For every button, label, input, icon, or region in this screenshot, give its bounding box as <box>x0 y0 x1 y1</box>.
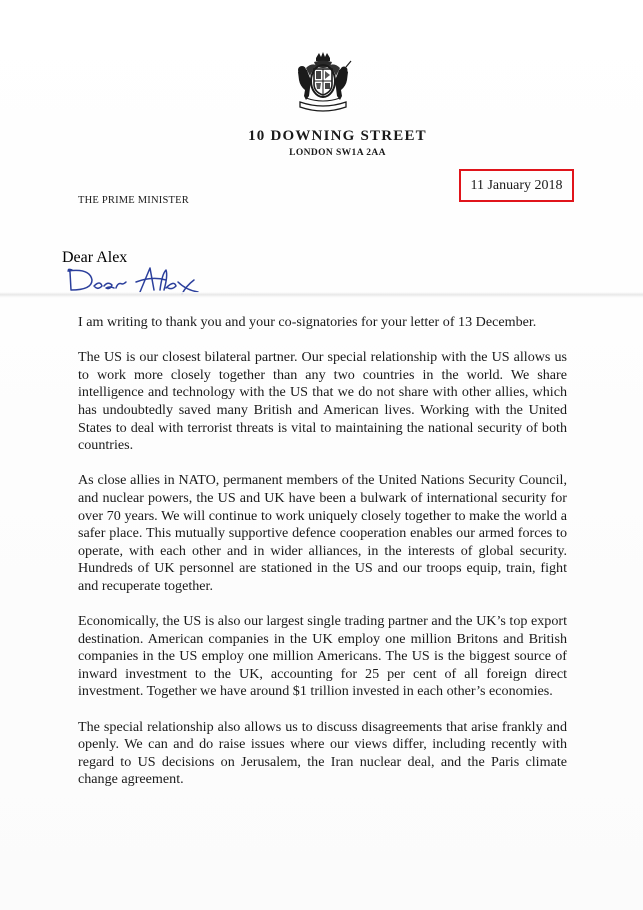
paragraph-2: The US is our closest bilateral partner. Our special relationship with the US allows us to work more closely together than any two countries in the world. We share intelligence and technology with the US that we do not share with other allies, which has undoubtedly saved many British and American lives. Working with the United States to deal with terrorist threats is vital to maintaining the national security of both countries. <box>78 349 567 454</box>
paragraph-3: As close allies in NATO, permanent members of the United Nations Security Council, and nuclear powers, the US and UK have been a bulwark of international security for over 70 years. We will continue to work uniquely closely together to make the world a safer place. This mutually supportive defence cooperation enables our armed forces to operate, with each other and in wider alliances, in the interests of global security. Hundreds of UK personnel are stationed in the US and our troops equip, train, fight and recuperate together. <box>78 472 567 594</box>
paragraph-1: I am writing to thank you and your co-signatories for your letter of 13 December. <box>78 314 537 330</box>
royal-coat-of-arms-icon <box>292 50 354 116</box>
paragraph-4: Economically, the US is also our largest single trading partner and the UK’s top export destination. American companies in the UK employ one million Britons and British companies in the US employ one million Americans. The US is the biggest source of inward investment to the UK, accounting for 25 per cent of all foreign direct investment. Together we have around $1 trillion invested in each other’s economies. <box>78 613 567 700</box>
letter-date: 11 January 2018 <box>459 169 574 202</box>
letterhead-city: LONDON SW1A 2AA <box>289 148 386 158</box>
paragraph-5: The special relationship also allows us to discuss disagreements that arise frankly and openly. We can and do raise issues where our views differ, including recently with regard to US decisions on Jerusalem, the Iran nuclear deal, and the Paris climate change agreement. <box>78 718 567 788</box>
paper-fold-line <box>0 292 643 298</box>
salutation-text: Dear Alex <box>62 249 128 266</box>
letterhead-address: 10 DOWNING STREET <box>248 128 427 144</box>
letter-body <box>78 314 567 807</box>
sender-label: THE PRIME MINISTER <box>78 195 189 206</box>
